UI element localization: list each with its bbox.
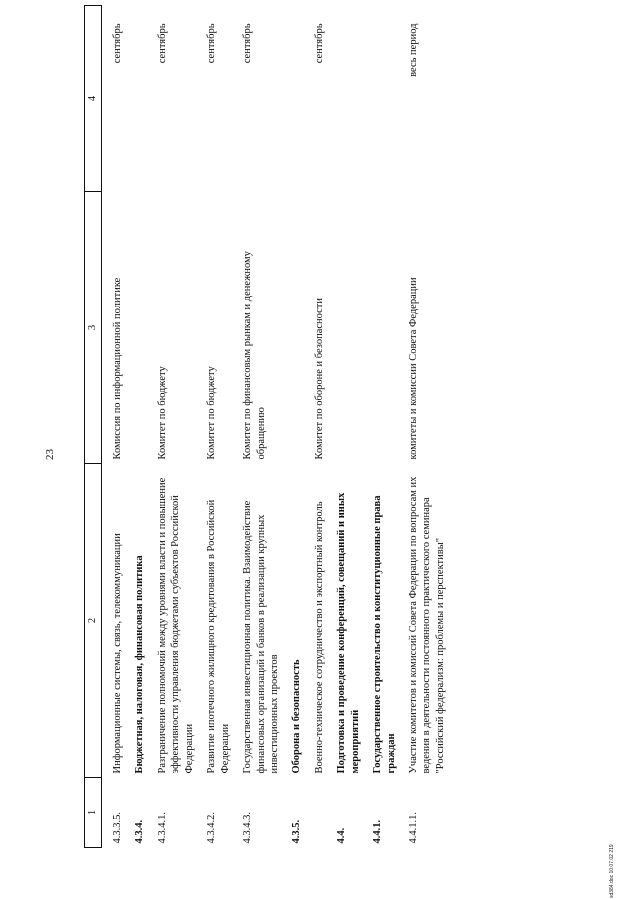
item-period: весь период bbox=[408, 23, 419, 77]
table-row bbox=[147, 6, 196, 848]
item-title: Участие комитетов и комиссий Совета Федерации по вопросам их ведения в деятельности постоянного практического семинара "Российский федерализм: проблемы и перспективы" bbox=[408, 476, 446, 774]
table-row bbox=[326, 6, 362, 848]
item-number: 4.3.4.3. bbox=[242, 812, 254, 844]
item-responsible: Комитет по бюджету bbox=[156, 366, 168, 460]
plan-table bbox=[84, 5, 447, 848]
item-period bbox=[362, 6, 398, 192]
item-title: Оборона и безопасность bbox=[291, 659, 303, 774]
item-responsible bbox=[326, 192, 362, 464]
item-responsible: Комиссия по информационной политике bbox=[112, 277, 123, 460]
table-body bbox=[102, 6, 448, 848]
page-number: 23 bbox=[44, 449, 56, 460]
table-row bbox=[398, 6, 447, 848]
item-number: 4.3.4.2. bbox=[206, 812, 218, 844]
item-title: Подготовка и проведение конференций, совещаний и иных мероприятий bbox=[336, 492, 361, 774]
item-number: 4.4. bbox=[336, 827, 348, 844]
item-period: сентябрь bbox=[156, 23, 168, 64]
item-title: Государственное строительство и конституционные права граждан bbox=[372, 495, 397, 774]
item-period: сентябрь bbox=[242, 23, 254, 64]
item-title: Военно-техническое сотрудничество и экспортный контроль bbox=[313, 501, 325, 774]
item-number: 4.3.4.1. bbox=[156, 812, 168, 844]
item-number: 4.3.4. bbox=[134, 819, 146, 844]
table-row bbox=[124, 6, 146, 848]
item-period bbox=[124, 6, 146, 192]
item-responsible bbox=[362, 192, 398, 464]
item-number: 4.3.5. bbox=[291, 819, 303, 844]
column-header: 4 bbox=[85, 6, 102, 192]
item-title: Государственная инвестиционная политика. Взаимодействие финансовых организаций и банков в реализации крупных инвестиционных проектов bbox=[242, 500, 280, 774]
item-period bbox=[326, 6, 362, 192]
item-responsible: Комитет по бюджету bbox=[206, 366, 218, 460]
table-row bbox=[196, 6, 232, 848]
item-number: 4.3.3.5. bbox=[112, 812, 123, 844]
footer-file-stamp: sd384.doc 10.07.02 219 bbox=[609, 844, 615, 898]
table-row bbox=[102, 6, 125, 848]
table-row bbox=[362, 6, 398, 848]
column-header: 1 bbox=[85, 778, 102, 848]
item-responsible bbox=[124, 192, 146, 464]
item-period bbox=[281, 6, 303, 192]
item-title: Бюджетная, налоговая, финансовая политика bbox=[134, 555, 146, 774]
table-row bbox=[304, 6, 326, 848]
item-period: сентябрь bbox=[112, 23, 123, 64]
item-responsible: Комитет по финансовым рынкам и денежному обращению bbox=[242, 251, 267, 460]
item-number bbox=[304, 778, 326, 848]
item-number: 4.4.1. bbox=[372, 819, 384, 844]
item-responsible: комитеты и комиссии Совета Федерации bbox=[408, 277, 419, 460]
item-responsible bbox=[281, 192, 303, 464]
item-title: Разграничение полномочий между уровнями власти и повышение эффективности управления бюджетами субъектов Российской Федерации bbox=[156, 477, 195, 774]
item-title: Информационные системы, связь, телекоммуникации bbox=[112, 533, 123, 774]
column-header: 2 bbox=[85, 464, 102, 778]
column-header: 3 bbox=[85, 192, 102, 464]
item-period: сентябрь bbox=[313, 23, 325, 64]
item-number: 4.4.1.1. bbox=[408, 812, 419, 844]
item-responsible: Комитет по обороне и безопасности bbox=[313, 297, 325, 460]
table-row bbox=[281, 6, 303, 848]
item-period: сентябрь bbox=[206, 23, 218, 64]
item-title: Развитие ипотечного жилищного кредитования в Российской Федерации bbox=[206, 499, 231, 774]
table-row bbox=[232, 6, 281, 848]
table-header-row bbox=[85, 6, 102, 848]
